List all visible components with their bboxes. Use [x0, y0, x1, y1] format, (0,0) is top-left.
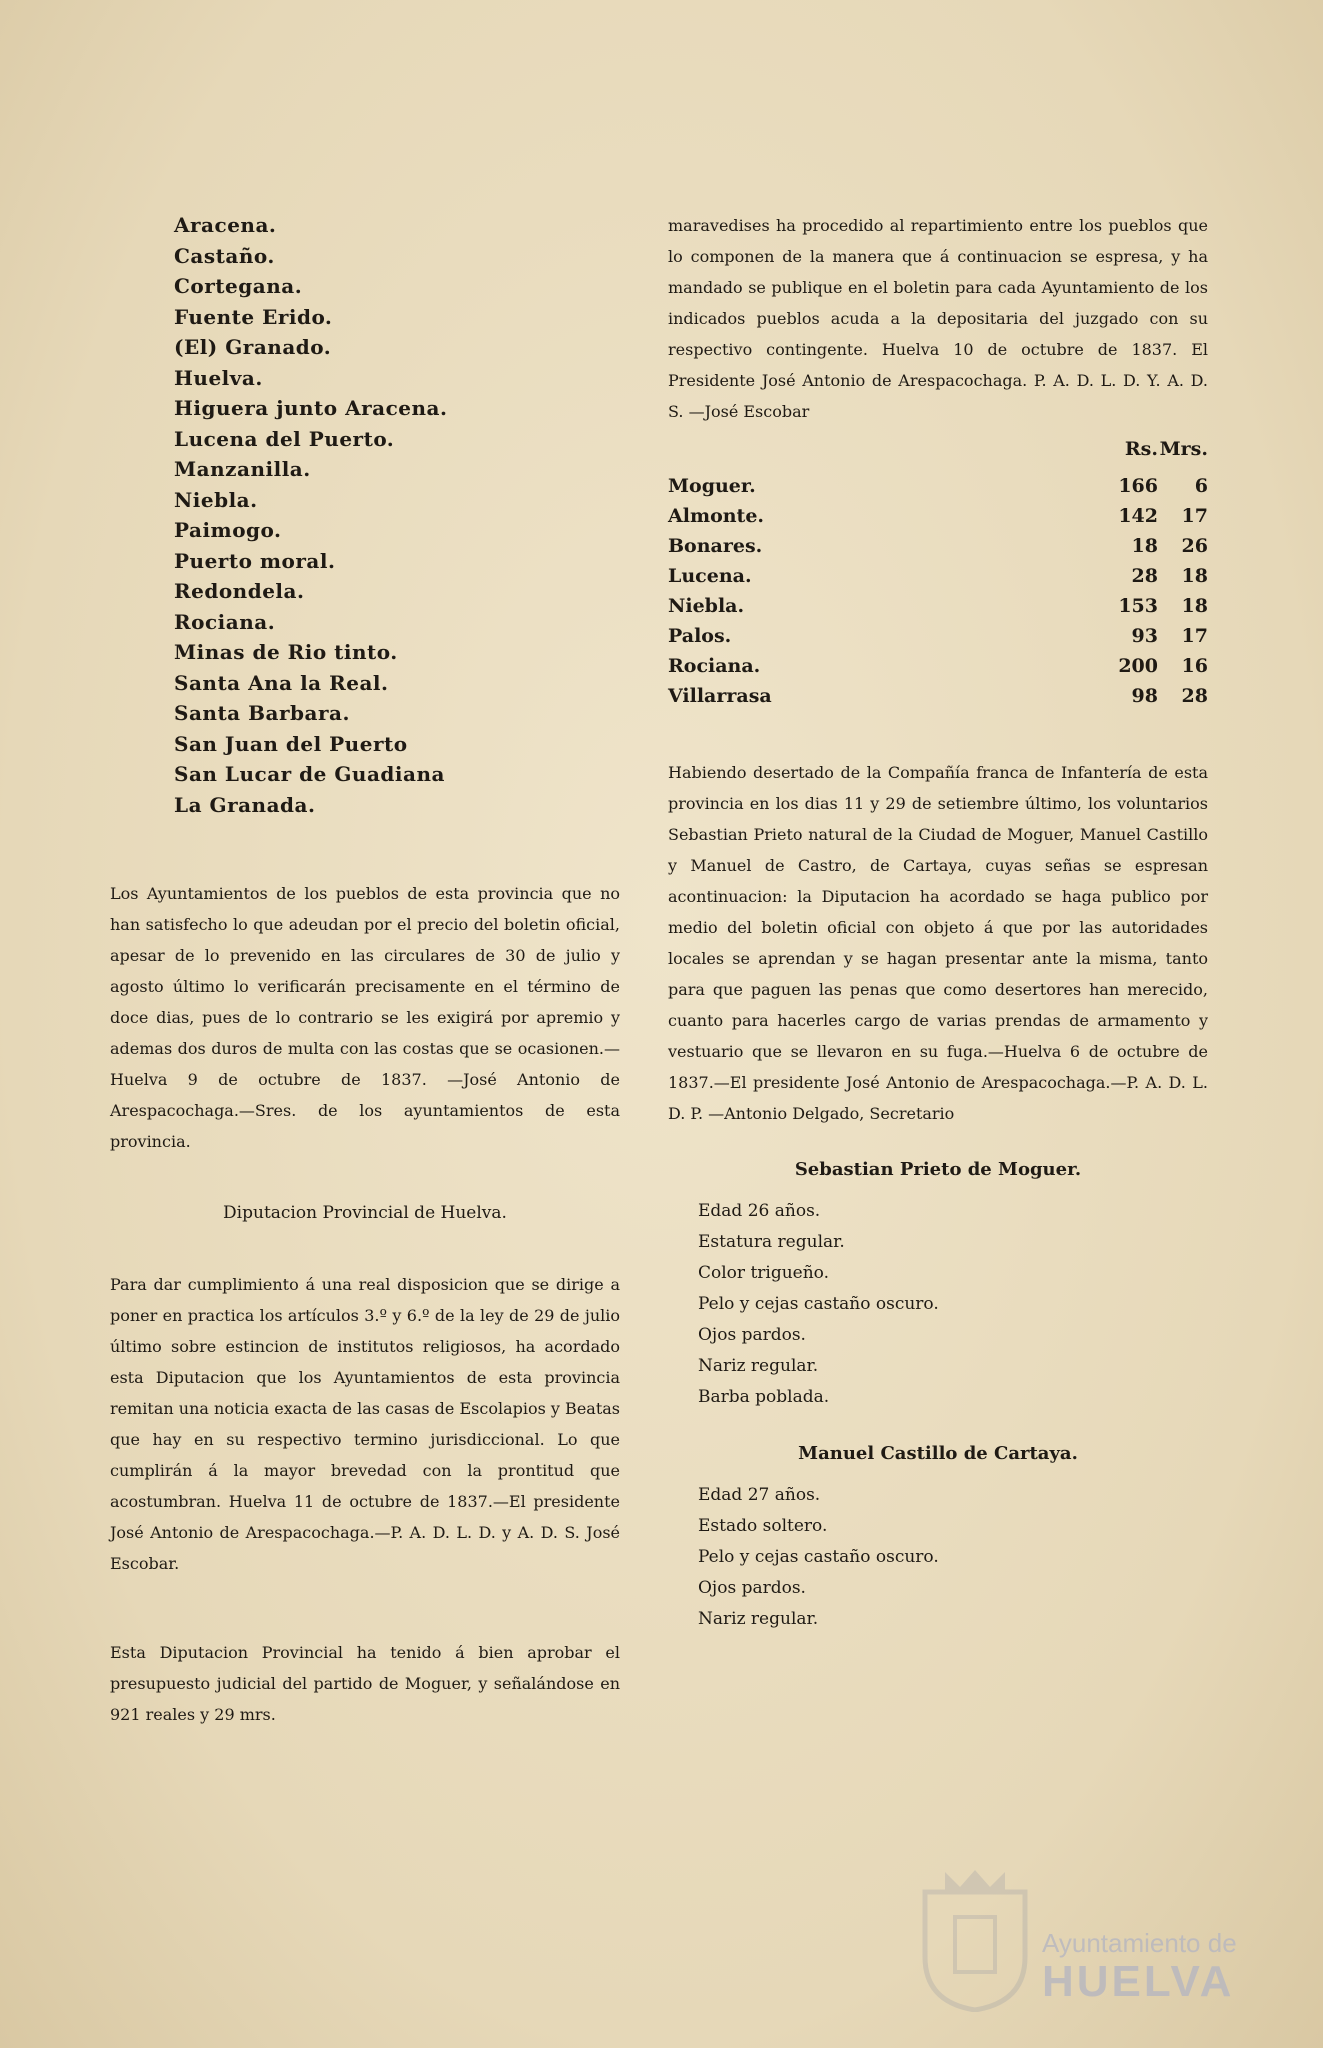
notice-budget-continued: maravedises ha procedido al repartimiento entre los pueblos que lo componen de la manera que á continuacion se espresa, y ha mandado se publique en el boletin para cada Ayuntamiento de los indicados pueblos acuda a la depositaria del juzgado con su respectivo contingente. Huelva 10 de octubre de 1837. El Presidente José Antonio de Arespacochaga. P. A. D. L. D. Y. A. D. S. —José Escobar: [668, 216, 1208, 421]
notice-deserters: Habiendo desertado de la Compañía franca de Infantería de esta provincia en los dias 11 y 29 de setiembre último, los voluntarios Sebastian Prieto natural de la Ciudad de Moguer, Manuel Castillo y Manuel de Castro, de Cartaya, cuyas señas se espresan acontinuacion: la Diputacion ha acordado se haga publico por medio del boletin oficial con objeto á que por las autoridades locales se aprendan y se hagan presentar ante la misma, tanto para que paguen las penas que como desertores han merecido, cuanto para hacerles cargo de varias prendas de armamento y vestuario que se llevaron en su fuga.—Huelva 6 de octubre de 1837.—El presidente José Antonio de Arespacochaga.—P. A. D. L. D. P. —Antonio Delgado, Secretario: [668, 763, 1208, 1123]
table-cell-rs: 153: [1118, 595, 1158, 617]
watermark: [1042, 1928, 1302, 2006]
list-item: Aracena.: [174, 213, 277, 237]
table-row: [668, 681, 1208, 711]
list-item: Ojos pardos.: [698, 1325, 806, 1345]
list-item: Santa Ana la Real.: [174, 670, 389, 695]
table-cell-town: Rociana.: [668, 655, 761, 677]
list-item: San Lucar de Guadiana: [174, 762, 445, 786]
table-cell-rs: 28: [1131, 565, 1158, 587]
list-item: Edad 26 años.: [698, 1201, 821, 1221]
notice-debts: Los Ayuntamientos de los pueblos de esta provincia que no han satisfecho lo que adeudan por el precio del boletin oficial, apesar de lo prevenido en las circulares de 30 de julio y agosto último lo verificarán precisamente en el término de doce dias, pues de lo contrario se les exigirá por apremio y ademas dos duros de multa con las costas que se ocasionen.—Huelva 9 de octubre de 1837. —José Antonio de Arespacochaga.—Sres. de los ayuntamientos de esta provincia.: [110, 884, 620, 1151]
list-item: Fuente Erido.: [174, 304, 333, 329]
list-item: Rociana.: [174, 609, 276, 634]
table-row: [668, 471, 1208, 501]
list-item: Castaño.: [174, 243, 275, 268]
list-item: La Granada.: [174, 792, 316, 817]
table-cell-mrs: 6: [1194, 475, 1208, 497]
list-item: Nariz regular.: [698, 1609, 819, 1629]
table-row: [668, 531, 1208, 561]
apportionment-table: [668, 427, 1208, 711]
town-list: [174, 210, 620, 820]
list-item: Redondela.: [174, 579, 305, 603]
table-cell-town: Almonte.: [668, 505, 765, 527]
table-cell-mrs: 26: [1181, 535, 1208, 557]
person-traits: [698, 1196, 1208, 1413]
person-traits: [698, 1480, 1208, 1635]
table-cell-mrs: 18: [1181, 595, 1208, 617]
list-item: Color trigueño.: [698, 1263, 830, 1283]
list-item: Manzanilla.: [174, 457, 311, 481]
notice-religious-institutes: Para dar cumplimiento á una real disposicion que se dirige a poner en practica los artículos 3.º y 6.º de la ley de 29 de julio último sobre estincion de institutos religiosos, ha acordado esta Diputacion que los Ayuntamientos de esta provincia remitan una noticia exacta de las casas de Escolapios y Beatas que hay en su respectivo termino jurisdiccional. Lo que cumplirán á la mayor brevedad con la prontitud que acostumbran. Huelva 11 de octubre de 1837.—El presidente José Antonio de Arespacochaga.—P. A. D. L. D. y A. D. S. José Escobar.: [110, 1275, 620, 1573]
section-heading: Diputacion Provincial de Huelva.: [223, 1203, 507, 1223]
list-item: Estatura regular.: [698, 1232, 845, 1252]
list-item: Nariz regular.: [698, 1356, 819, 1376]
city-crest-icon: [915, 1862, 1035, 2012]
list-item: Puerto moral.: [174, 548, 336, 573]
list-item: San Juan del Puerto: [174, 731, 408, 756]
list-item: Santa Barbara.: [174, 701, 350, 725]
left-column: [110, 210, 620, 1730]
list-item: Niebla.: [174, 487, 258, 512]
list-item: Paimogo.: [174, 518, 282, 542]
table-header: [668, 427, 1208, 471]
list-item: Pelo y cejas castaño oscuro.: [698, 1547, 939, 1567]
table-cell-mrs: 16: [1181, 655, 1208, 677]
list-item: Minas de Rio tinto.: [174, 640, 398, 664]
table-row: [668, 501, 1208, 531]
watermark-line-1: Ayuntamiento de: [1042, 1928, 1237, 1958]
table-cell-rs: 200: [1118, 655, 1158, 677]
table-cell-mrs: 17: [1181, 625, 1208, 647]
table-cell-town: Niebla.: [668, 595, 745, 617]
table-cell-town: Lucena.: [668, 565, 752, 587]
list-item: Estado soltero.: [698, 1516, 828, 1536]
person-heading: Sebastian Prieto de Moguer.: [794, 1159, 1082, 1180]
list-item: Barba poblada.: [698, 1387, 830, 1407]
person-heading: Manuel Castillo de Cartaya.: [798, 1443, 1078, 1464]
list-item: Lucena del Puerto.: [174, 426, 395, 451]
table-row: [668, 621, 1208, 651]
table-cell-rs: 18: [1131, 535, 1158, 557]
list-item: Pelo y cejas castaño oscuro.: [698, 1294, 939, 1314]
list-item: Higuera junto Aracena.: [174, 396, 448, 420]
notice-budget-start: Esta Diputacion Provincial ha tenido á bien aprobar el presupuesto judicial del partido de Moguer, y señalándose en 921 reales y 29 mrs.: [110, 1643, 620, 1724]
table-cell-town: Moguer.: [668, 475, 756, 497]
table-cell-rs: 98: [1131, 685, 1158, 707]
column-header-mrs: Mrs.: [1159, 438, 1208, 460]
list-item: Edad 27 años.: [698, 1485, 821, 1505]
table-row: [668, 591, 1208, 621]
table-cell-town: Bonares.: [668, 535, 763, 557]
watermark-line-2: HUELVA: [1042, 1957, 1235, 2006]
table-cell-mrs: 18: [1181, 565, 1208, 587]
table-cell-rs: 93: [1131, 625, 1158, 647]
list-item: Ojos pardos.: [698, 1578, 806, 1598]
table-row: [668, 651, 1208, 681]
table-cell-rs: 166: [1118, 475, 1158, 497]
right-column: [668, 210, 1208, 1635]
list-item: Huelva.: [174, 365, 263, 390]
table-row: [668, 561, 1208, 591]
table-cell-rs: 142: [1118, 505, 1158, 527]
column-header-rs: Rs.: [1124, 438, 1158, 460]
table-cell-mrs: 28: [1181, 685, 1208, 707]
table-cell-town: Palos.: [668, 625, 732, 647]
table-cell-town: Villarrasa: [668, 685, 772, 707]
list-item: (El) Granado.: [174, 335, 332, 359]
list-item: Cortegana.: [174, 274, 303, 298]
table-cell-mrs: 17: [1181, 505, 1208, 527]
